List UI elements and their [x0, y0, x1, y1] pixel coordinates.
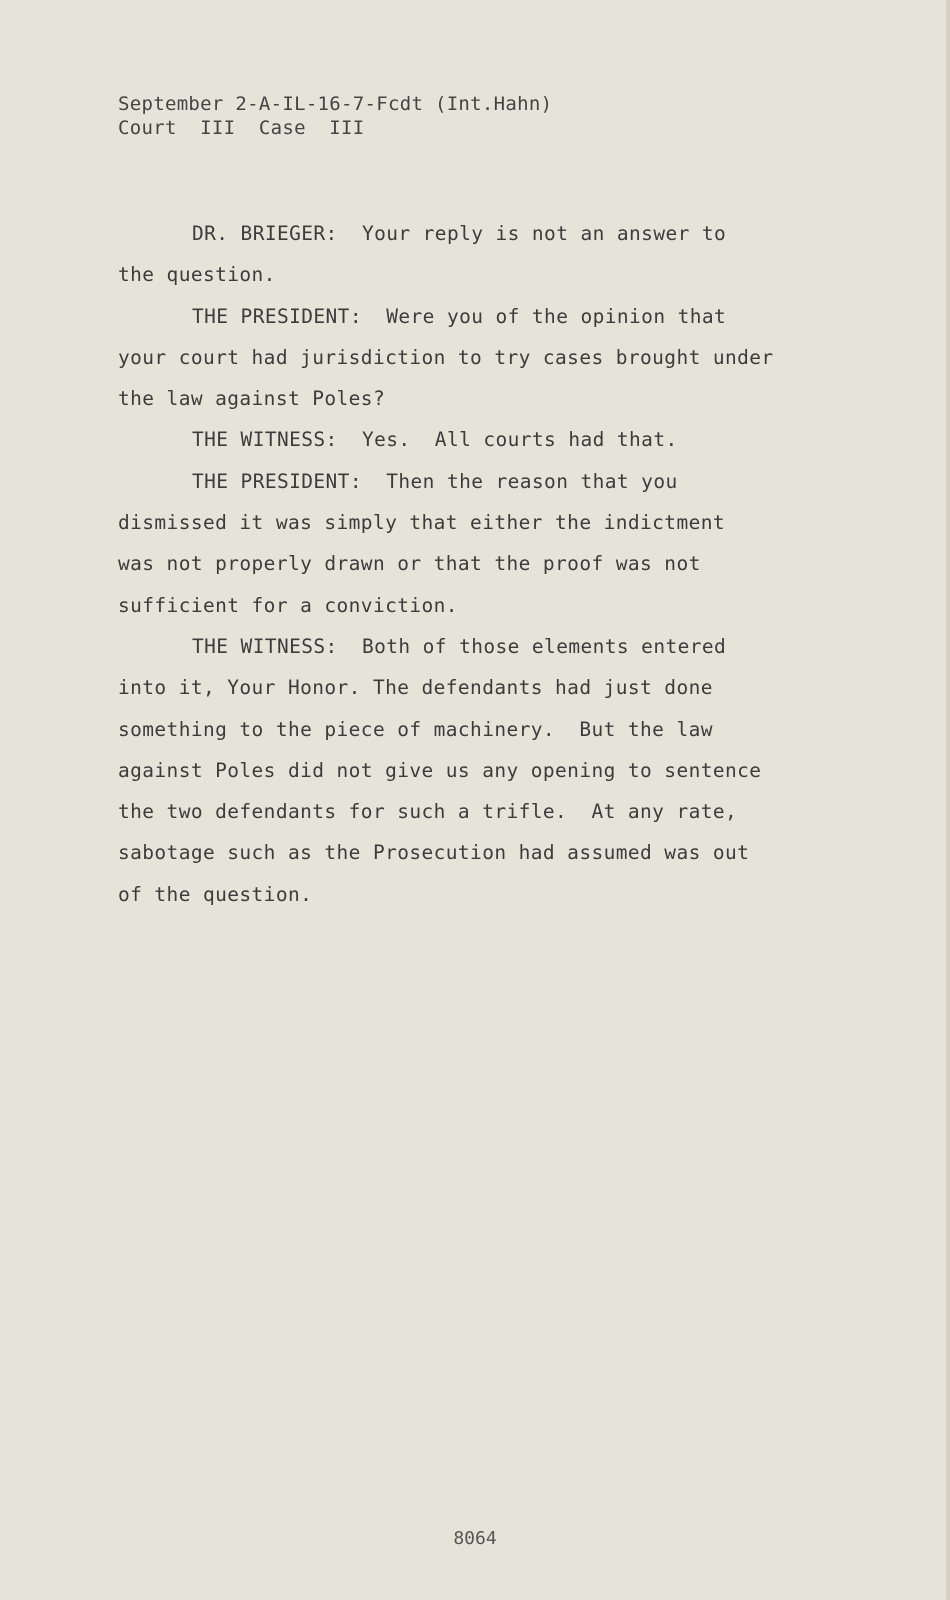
transcript-line: of the question.	[118, 882, 313, 906]
transcript-line: THE WITNESS: Yes. All courts had that.	[192, 428, 678, 452]
page-edge	[946, 0, 950, 1600]
header-line-2: Court III Case III	[118, 117, 365, 139]
transcript-line: into it, Your Honor. The defendants had just done	[118, 676, 713, 700]
transcript-line: against Poles did not give us any opening to sentence	[118, 758, 762, 782]
transcript-line: something to the piece of machinery. But the law	[118, 717, 713, 741]
transcript-line: was not properly drawn or that the proof was not	[118, 552, 701, 576]
transcript-line: THE PRESIDENT: Then the reason that you	[192, 469, 678, 493]
transcript-line: the question.	[118, 263, 276, 287]
header-line-1: September 2-A-IL-16-7-Fcdt (Int.Hahn)	[118, 93, 553, 115]
transcript-line: THE WITNESS: Both of those elements entered	[192, 634, 727, 658]
transcript-body	[118, 213, 798, 915]
transcript-line: the two defendants for such a trifle. At any rate,	[118, 800, 738, 824]
transcript-line: dismissed it was simply that either the indictment	[118, 511, 725, 535]
transcript-line: your court had jurisdiction to try cases brought under	[118, 345, 774, 369]
transcript-line: the law against Poles?	[118, 387, 386, 411]
transcript-line: THE PRESIDENT: Were you of the opinion that	[192, 304, 727, 328]
document-header	[118, 92, 552, 140]
transcript-line: sufficient for a conviction.	[118, 593, 458, 617]
transcript-line: DR. BRIEGER: Your reply is not an answer to	[192, 222, 727, 245]
transcript-line: sabotage such as the Prosecution had assumed was out	[118, 841, 750, 865]
page-number: 8064	[453, 1528, 497, 1549]
